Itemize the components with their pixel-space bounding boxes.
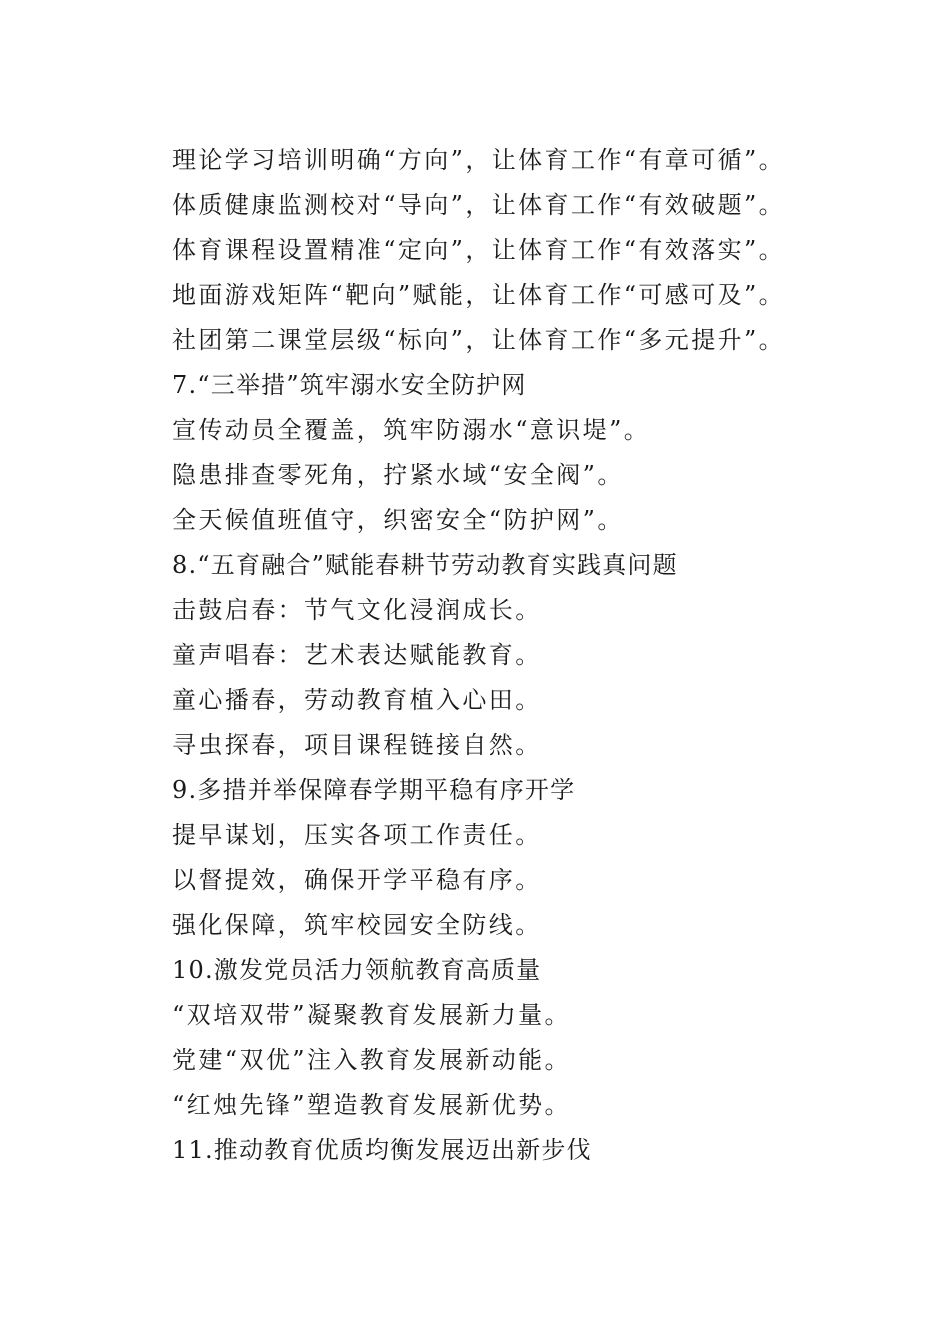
text-line: 全天候值班值守，织密安全“防护网”。 [172, 506, 624, 534]
text-line: 理论学习培训明确“方向”，让体育工作“有章可循”。 [172, 146, 786, 174]
text-line: 地面游戏矩阵“靶向”赋能，让体育工作“可感可及”。 [172, 281, 786, 309]
text-line: 提早谋划，压实各项工作责任。 [172, 821, 542, 849]
text-line: 党建“双优”注入教育发展新动能。 [172, 1046, 571, 1074]
text-line: 社团第二课堂层级“标向”，让体育工作“多元提升”。 [172, 326, 786, 354]
text-line: 隐患排查零死角，拧紧水域“安全阀”。 [172, 461, 624, 489]
text-line: 童声唱春：艺术表达赋能教育。 [172, 641, 542, 669]
document-body [172, 138, 912, 1173]
section-heading: 7.“三举措”筑牢溺水安全防护网 [172, 371, 527, 399]
text-line: 击鼓启春：节气文化浸润成长。 [172, 596, 542, 624]
text-line: 体质健康监测校对“导向”，让体育工作“有效破题”。 [172, 191, 786, 219]
text-line: 以督提效，确保开学平稳有序。 [172, 866, 542, 894]
text-line: 寻虫探春，项目课程链接自然。 [172, 731, 542, 759]
text-line: “红烛先锋”塑造教育发展新优势。 [172, 1091, 571, 1119]
section-heading: 11.推动教育优质均衡发展迈出新步伐 [172, 1136, 592, 1164]
text-line: “双培双带”凝聚教育发展新力量。 [172, 1001, 571, 1029]
section-heading: 10.激发党员活力领航教育高质量 [172, 956, 542, 984]
section-heading: 8.“五育融合”赋能春耕节劳动教育实践真问题 [172, 551, 678, 579]
section-heading: 9.多措并举保障春学期平稳有序开学 [172, 776, 576, 804]
text-line: 强化保障，筑牢校园安全防线。 [172, 911, 542, 939]
text-line: 体育课程设置精准“定向”，让体育工作“有效落实”。 [172, 236, 786, 264]
text-line: 童心播春，劳动教育植入心田。 [172, 686, 542, 714]
text-line: 宣传动员全覆盖，筑牢防溺水“意识堤”。 [172, 416, 651, 444]
